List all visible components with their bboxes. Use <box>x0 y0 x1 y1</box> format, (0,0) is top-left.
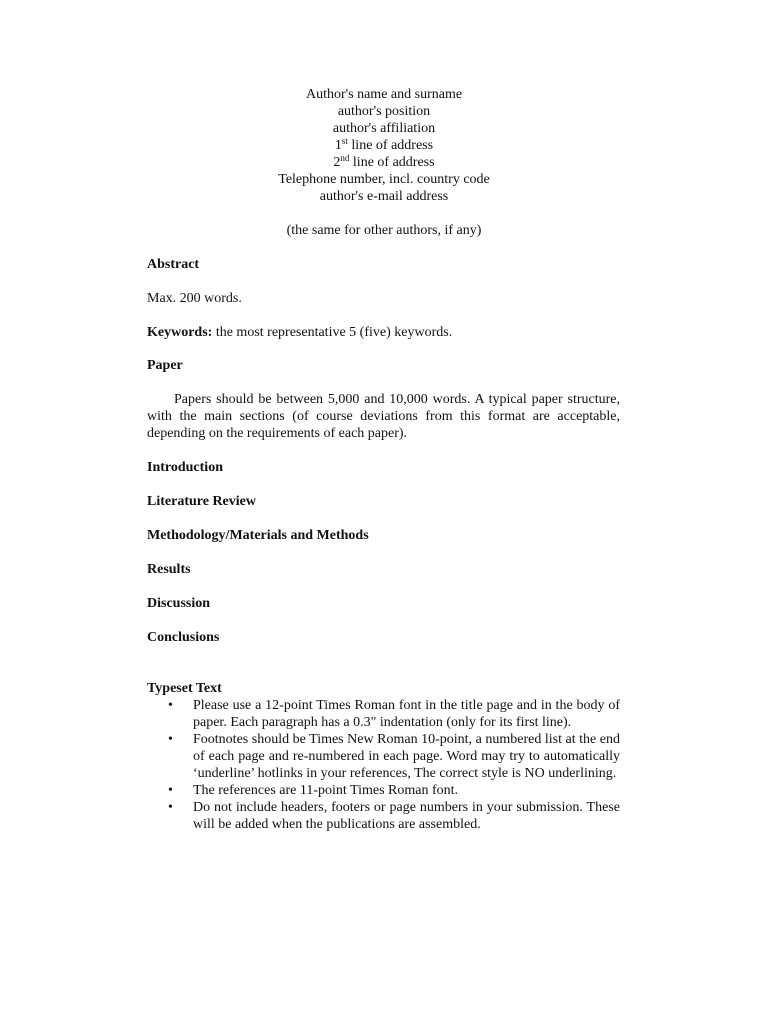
author-name: Author's name and surname <box>305 87 463 102</box>
keywords-text: the most representative 5 (five) keywords. <box>212 325 453 340</box>
address-line-1-number: 1 <box>334 138 342 153</box>
list-item-text: Footnotes should be Times New Roman 10-point, a numbered list at the end of each page and re-numbered in each page. Word may try to automatically ‘underline’ hotlinks in your references, The correct style is NO underlining. <box>193 732 620 781</box>
address-line-1-text: line of address <box>347 138 434 153</box>
address-line-2-number: 2 <box>333 155 341 170</box>
paper-paragraph: Papers should be between 5,000 and 10,000 words. A typical paper structure, with the main sections (of course deviations from this format are acceptable, depending on the requirements of each paper). <box>147 392 620 441</box>
section-heading-results: Results <box>147 562 191 577</box>
section-heading-methodology: Methodology/Materials and Methods <box>147 528 369 543</box>
bullet-icon: • <box>168 800 173 815</box>
bullet-icon: • <box>168 698 173 713</box>
abstract-heading: Abstract <box>147 257 200 272</box>
list-item-text: Do not include headers, footers or page numbers in your submission. These will be added when the publications are assembled. <box>193 800 620 832</box>
bullet-icon: • <box>168 783 173 798</box>
address-line-2 <box>0 154 768 171</box>
author-block <box>0 86 768 205</box>
keywords-line <box>147 324 452 341</box>
list-item-text: The references are 11-point Times Roman font. <box>193 783 459 798</box>
address-line-1 <box>0 137 768 154</box>
bullet-icon: • <box>168 732 173 747</box>
author-position: author's position <box>337 104 431 119</box>
email-line: author's e-mail address <box>319 189 449 204</box>
keywords-label: Keywords: <box>147 325 213 340</box>
list-item <box>147 782 620 799</box>
typeset-heading: Typeset Text <box>147 681 222 696</box>
address-line-1-ordinal: st <box>341 136 348 146</box>
section-heading-discussion: Discussion <box>147 596 211 611</box>
section-heading-conclusions: Conclusions <box>147 630 220 645</box>
author-affiliation: author's affiliation <box>332 121 436 136</box>
list-item-text: Please use a 12-point Times Roman font in the title page and in the body of paper. Each paragraph has a 0.3" indentation (only for its first line). <box>193 698 620 730</box>
section-heading-literature-review: Literature Review <box>147 494 256 509</box>
other-authors-note: (the same for other authors, if any) <box>286 223 482 238</box>
paper-heading: Paper <box>147 358 183 373</box>
address-line-2-ordinal: nd <box>340 153 350 163</box>
telephone-line: Telephone number, incl. country code <box>278 172 490 187</box>
list-item <box>147 731 620 782</box>
abstract-text: Max. 200 words. <box>147 291 242 306</box>
list-item <box>147 697 620 731</box>
typeset-bullet-list <box>147 697 620 833</box>
address-line-2-text: line of address <box>349 155 435 170</box>
list-item <box>147 799 620 833</box>
section-heading-introduction: Introduction <box>147 460 223 475</box>
